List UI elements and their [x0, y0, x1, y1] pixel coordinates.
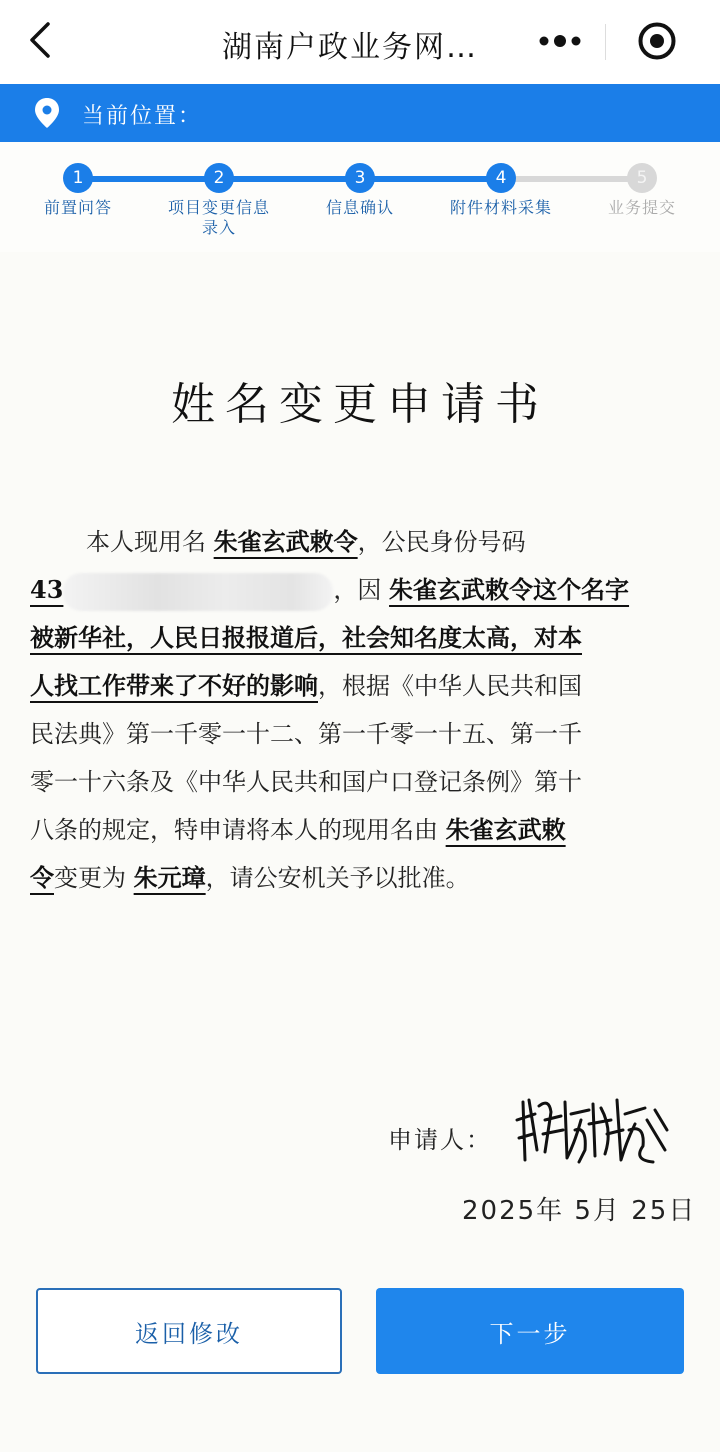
doc-line-8	[30, 854, 694, 902]
current-name: 朱雀玄武敕令	[213, 527, 358, 556]
step-5-circle[interactable]: 5	[627, 163, 657, 193]
next-step-button[interactable]: 下一步	[376, 1288, 684, 1374]
doc-text: 本人现用名	[86, 528, 206, 556]
doc-line-6: 零一十六条及《中华人民共和国户口登记条例》第十	[30, 768, 582, 796]
step-5-label: 业务提交	[607, 198, 676, 217]
step-1-circle[interactable]: 1	[63, 163, 93, 193]
doc-line-5: 民法典》第一千零一十二、第一千零一十五、第一千	[30, 720, 582, 748]
doc-text: 变更为	[54, 864, 126, 892]
location-bar	[0, 84, 720, 142]
top-nav-bar	[0, 0, 720, 85]
step-3-circle[interactable]: 3	[345, 163, 375, 193]
doc-text: ，因	[333, 576, 382, 604]
applicant-label: 申请人：	[388, 1126, 492, 1154]
page-title: 湖南户政业务网…	[222, 30, 478, 65]
application-date: 2025年 5月 25日	[462, 1196, 697, 1226]
target-icon[interactable]	[636, 20, 678, 62]
current-name: 朱雀玄武敕	[445, 815, 566, 844]
handwritten-signature	[515, 1090, 675, 1170]
step-progress	[0, 142, 720, 252]
id-number-prefix: 43	[30, 575, 64, 604]
step-4-label: 附件材料采集	[449, 198, 552, 217]
doc-line-2	[30, 566, 694, 614]
back-arrow-icon[interactable]	[22, 20, 62, 60]
more-dots-icon[interactable]	[536, 28, 586, 54]
current-name: 令	[30, 863, 54, 892]
doc-text: ，根据《中华人民共和国	[318, 672, 582, 700]
redacted-id-number	[63, 573, 333, 611]
step-3-label: 信息确认	[325, 198, 394, 217]
nav-divider	[605, 24, 606, 60]
document-title: 姓名变更申请书	[171, 379, 549, 430]
doc-text: ，公民身份号码	[357, 528, 526, 556]
step-2-label-line2: 录入	[201, 218, 236, 237]
reason-text: 朱雀玄武敕令这个名字	[389, 575, 630, 604]
reason-text: 人找工作带来了不好的影响	[30, 671, 318, 700]
step-1-label: 前置问答	[43, 198, 112, 217]
doc-line-3	[30, 614, 694, 662]
location-pin-icon	[34, 97, 60, 129]
new-name: 朱元璋	[133, 863, 206, 892]
doc-line-7	[30, 806, 694, 854]
doc-line-4	[30, 662, 694, 710]
reason-text: 被新华社，人民日报报道后，社会知名度太高，对本	[30, 623, 582, 652]
step-2-label	[144, 198, 294, 238]
doc-text: 八条的规定，特申请将本人的现用名由	[30, 816, 438, 844]
location-label: 当前位置：	[82, 104, 203, 129]
doc-line-1	[30, 518, 694, 566]
step-2-label-line1: 项目变更信息	[167, 198, 270, 217]
doc-text: ，请公安机关予以批准。	[205, 864, 470, 892]
back-modify-button[interactable]: 返回修改	[36, 1288, 342, 1374]
step-4-circle[interactable]: 4	[486, 163, 516, 193]
step-connector-pending	[501, 176, 642, 182]
step-connector	[78, 176, 501, 182]
step-2-circle[interactable]: 2	[204, 163, 234, 193]
